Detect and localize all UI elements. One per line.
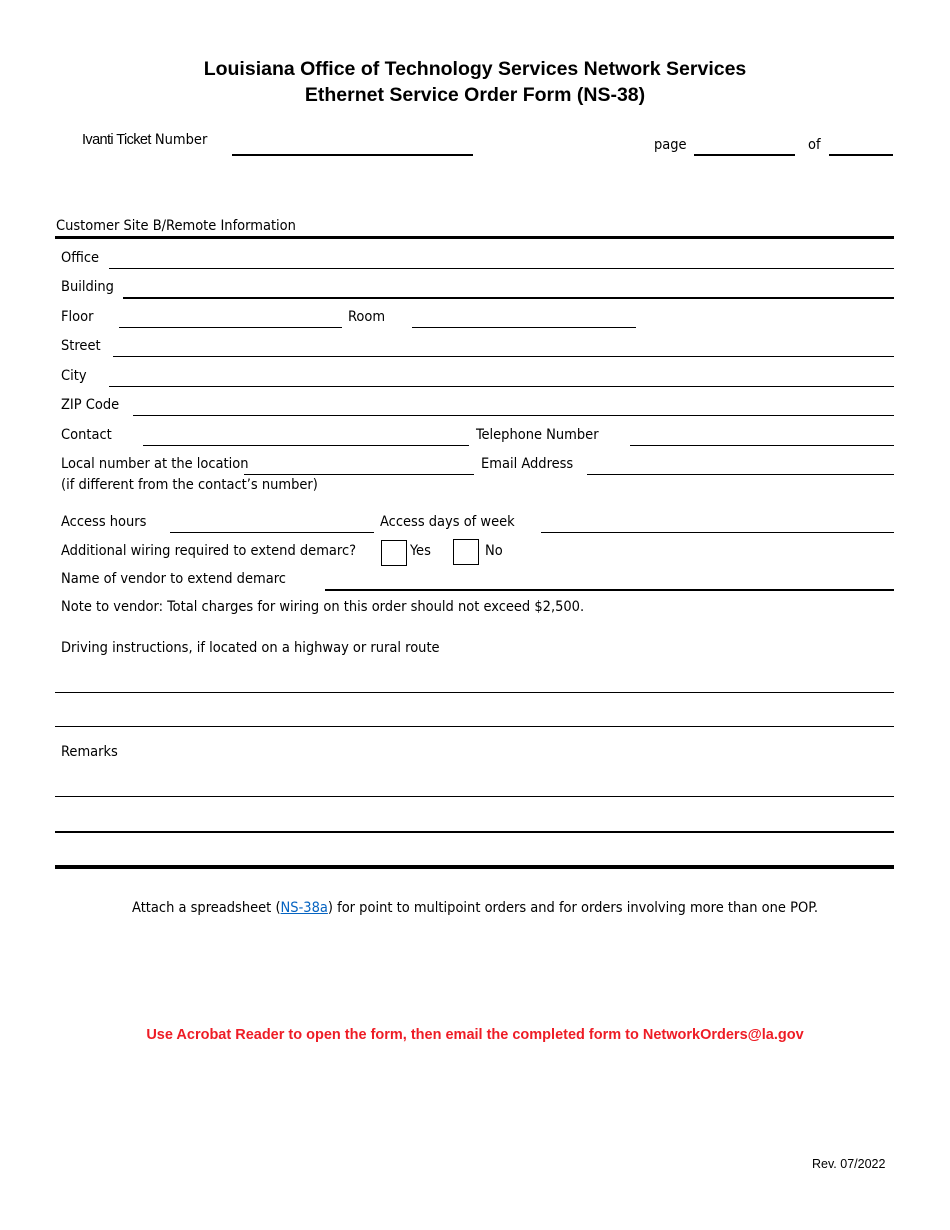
office-underline [109, 268, 894, 269]
contact-label: Contact [61, 427, 112, 443]
email-label: Email Address [481, 456, 574, 472]
ticket-number-input[interactable] [232, 137, 473, 153]
page-total-underline [829, 154, 893, 156]
page-number-input[interactable] [694, 138, 795, 154]
email-input[interactable] [587, 457, 894, 473]
vendor-name-input[interactable] [325, 572, 894, 588]
additional-wiring-label: Additional wiring required to extend demarc? [61, 543, 357, 559]
wiring-no-checkbox[interactable] [453, 539, 479, 565]
access-hours-underline [170, 532, 374, 533]
city-underline [109, 386, 894, 387]
room-input[interactable] [412, 310, 636, 326]
floor-input[interactable] [119, 310, 342, 326]
city-input[interactable] [109, 369, 894, 385]
driving-instructions-input-1[interactable] [55, 674, 894, 690]
local-number-label: Local number at the location [61, 456, 249, 472]
remarks-line-2 [55, 831, 894, 833]
ticket-number-label [82, 131, 207, 149]
vendor-name-label: Name of vendor to extend demarc [61, 571, 286, 587]
office-label: Office [61, 250, 100, 266]
remarks-label: Remarks [61, 744, 118, 760]
ticket-number-underline [232, 154, 473, 156]
local-number-underline [244, 474, 474, 475]
access-days-underline [541, 532, 894, 533]
zip-underline [133, 415, 894, 416]
access-hours-input[interactable] [170, 515, 374, 531]
ticket-label-bold: Ivanti Ticket [82, 132, 151, 148]
office-input[interactable] [109, 251, 894, 267]
street-underline [113, 356, 894, 357]
page-label: page [654, 137, 687, 153]
acrobat-instruction: Use Acrobat Reader to open the form, then email the completed form to NetworkOrders@la.gov [146, 1027, 804, 1043]
remarks-input-2[interactable] [55, 813, 894, 829]
remarks-input-1[interactable] [55, 778, 894, 794]
of-label: of [808, 137, 821, 153]
driving-line-1 [55, 692, 894, 693]
local-number-input[interactable] [244, 457, 474, 473]
form-title-line1: Louisiana Office of Technology Services Network Services [203, 58, 747, 80]
wiring-yes-label: Yes [410, 543, 431, 559]
zip-input[interactable] [133, 398, 894, 414]
floor-underline [119, 327, 342, 328]
email-underline [587, 474, 894, 475]
page-total-input[interactable] [829, 138, 893, 154]
ns-38a-link[interactable]: NS-38a [280, 900, 328, 916]
section-title: Customer Site B/Remote Information [56, 218, 296, 234]
building-underline [123, 297, 894, 299]
section-top-rule [55, 236, 894, 239]
floor-label: Floor [61, 309, 94, 325]
wiring-yes-checkbox[interactable] [381, 540, 407, 566]
section-bottom-rule [55, 865, 894, 869]
attach-text-after: ) for point to multipoint orders and for orders involving more than one POP. [327, 900, 818, 916]
remarks-line-1 [55, 796, 894, 797]
city-label: City [61, 368, 87, 384]
form-title-line2: Ethernet Service Order Form (NS-38) [304, 84, 646, 106]
access-hours-label: Access hours [61, 514, 147, 530]
local-number-note: (if different from the contact’s number) [61, 477, 318, 493]
ticket-label-rest: Number [150, 132, 208, 148]
telephone-underline [630, 445, 894, 446]
wiring-no-label: No [485, 543, 503, 559]
contact-underline [143, 445, 469, 446]
building-input[interactable] [123, 280, 894, 296]
driving-instructions-input-2[interactable] [55, 709, 894, 725]
revision-label: Rev. 07/2022 [812, 1157, 886, 1171]
driving-line-2 [55, 726, 894, 727]
telephone-input[interactable] [630, 428, 894, 444]
contact-input[interactable] [143, 428, 469, 444]
building-label: Building [61, 279, 114, 295]
zip-label: ZIP Code [61, 397, 120, 413]
page-number-underline [694, 154, 795, 156]
street-label: Street [61, 338, 101, 354]
driving-instructions-label: Driving instructions, if located on a highway or rural route [61, 640, 440, 656]
attach-text-before: Attach a spreadsheet ( [132, 900, 281, 916]
access-days-label: Access days of week [380, 514, 515, 530]
access-days-input[interactable] [541, 515, 894, 531]
vendor-name-underline [325, 589, 894, 591]
telephone-label: Telephone Number [476, 427, 599, 443]
vendor-note: Note to vendor: Total charges for wiring on this order should not exceed $2,500. [61, 599, 585, 615]
attach-note [0, 899, 950, 917]
street-input[interactable] [113, 339, 894, 355]
room-underline [412, 327, 636, 328]
room-label: Room [348, 309, 386, 325]
